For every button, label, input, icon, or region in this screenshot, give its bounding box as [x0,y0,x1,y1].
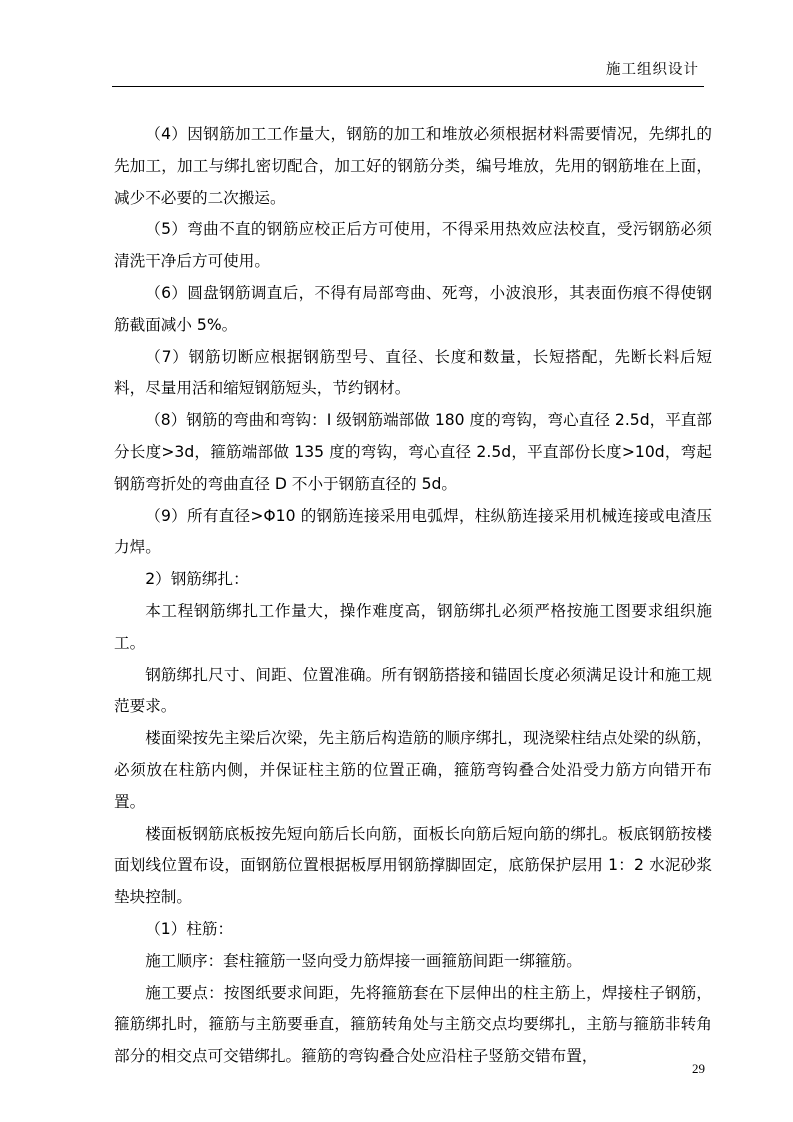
paragraph-binding-accuracy: 钢筋绑扎尺寸、间距、位置准确。所有钢筋搭接和锚固长度必须满足设计和施工规范要求。 [114,665,712,716]
paragraph-construction-sequence: 施工顺序：套柱箍筋一竖向受力筋焊接一画箍筋间距一绑箍筋。 [145,951,582,970]
header-divider [112,86,704,87]
paragraph-slab-binding: 楼面板钢筋底板按先短向筋后长向筋，面板长向筋后短向筋的绑扎。板底钢筋按楼面划线位置布设，面钢筋位置根据板厚用钢筋撑脚固定，底筋保护层用 1：2 水泥砂浆垫块控制。 [114,824,712,907]
paragraph-straightening: （5）弯曲不直的钢筋应校正后方可使用，不得采用热效应法校直，受污钢筋必须清洗干净后方可使用。 [114,220,712,271]
paragraph-bending-hooks: （8）钢筋的弯曲和弯钩：I 级钢筋端部做 180 度的弯钩，弯心直径 2.5d，平直部分长度>3d，箍筋端部做 135 度的弯钩，弯心直径 2.5d，平直部份长度>10d，弯起钢筋弯折处的弯曲直径 D 不小于钢筋直径的 5d。 [114,411,712,493]
header-title: 施工组织设计 [606,62,699,78]
paragraph-coil-rebar: （6）圆盘钢筋调直后，不得有局部弯曲、死弯，小波浪形，其表面伤痕不得使钢筋截面减小 5%。 [114,283,712,334]
paragraph-cutting: （7）钢筋切断应根据钢筋型号、直径、长度和数量，长短搭配，先断长料后短料，尽量用活和缩短钢筋短头，节约钢材。 [114,347,712,398]
paragraph-binding-workload: 本工程钢筋绑扎工作量大，操作难度高，钢筋绑扎必须严格按施工图要求组织施工。 [114,601,712,652]
subheading-column-rebar: （1）柱筋： [145,919,234,938]
paragraph-beam-binding: 楼面梁按先主梁后次梁，先主筋后构造筋的顺序绑扎，现浇梁柱结点处梁的纵筋，必须放在柱筋内侧，并保证柱主筋的位置正确，箍筋弯钩叠合处沿受力筋方向错开布置。 [114,729,712,811]
page-number: 29 [692,1061,705,1076]
section-heading-binding: 2）钢筋绑扎： [145,570,249,589]
paragraph-rebar-processing: （4）因钢筋加工工作量大，钢筋的加工和堆放必须根据材料需要情况，先绑扎的先加工，加工与绑扎密切配合，加工好的钢筋分类，编号堆放，先用的钢筋堆在上面，减少不必要的二次搬运。 [114,125,712,207]
paragraph-construction-points: 施工要点：按图纸要求间距，先将箍筋套在下层伸出的柱主筋上，焊接柱子钢筋，箍筋绑扎时，箍筋与主筋要垂直，箍筋转角处与主筋交点均要绑扎，主筋与箍筋非转角部分的相交点可交错绑扎。箍筋的弯钩叠合处应沿柱子竖筋交错布置， [114,983,712,1066]
body-text [114,119,712,1073]
paragraph-welding: （9）所有直径>Φ10 的钢筋连接采用电弧焊，柱纵筋连接采用机械连接或电渣压力焊。 [114,506,712,557]
